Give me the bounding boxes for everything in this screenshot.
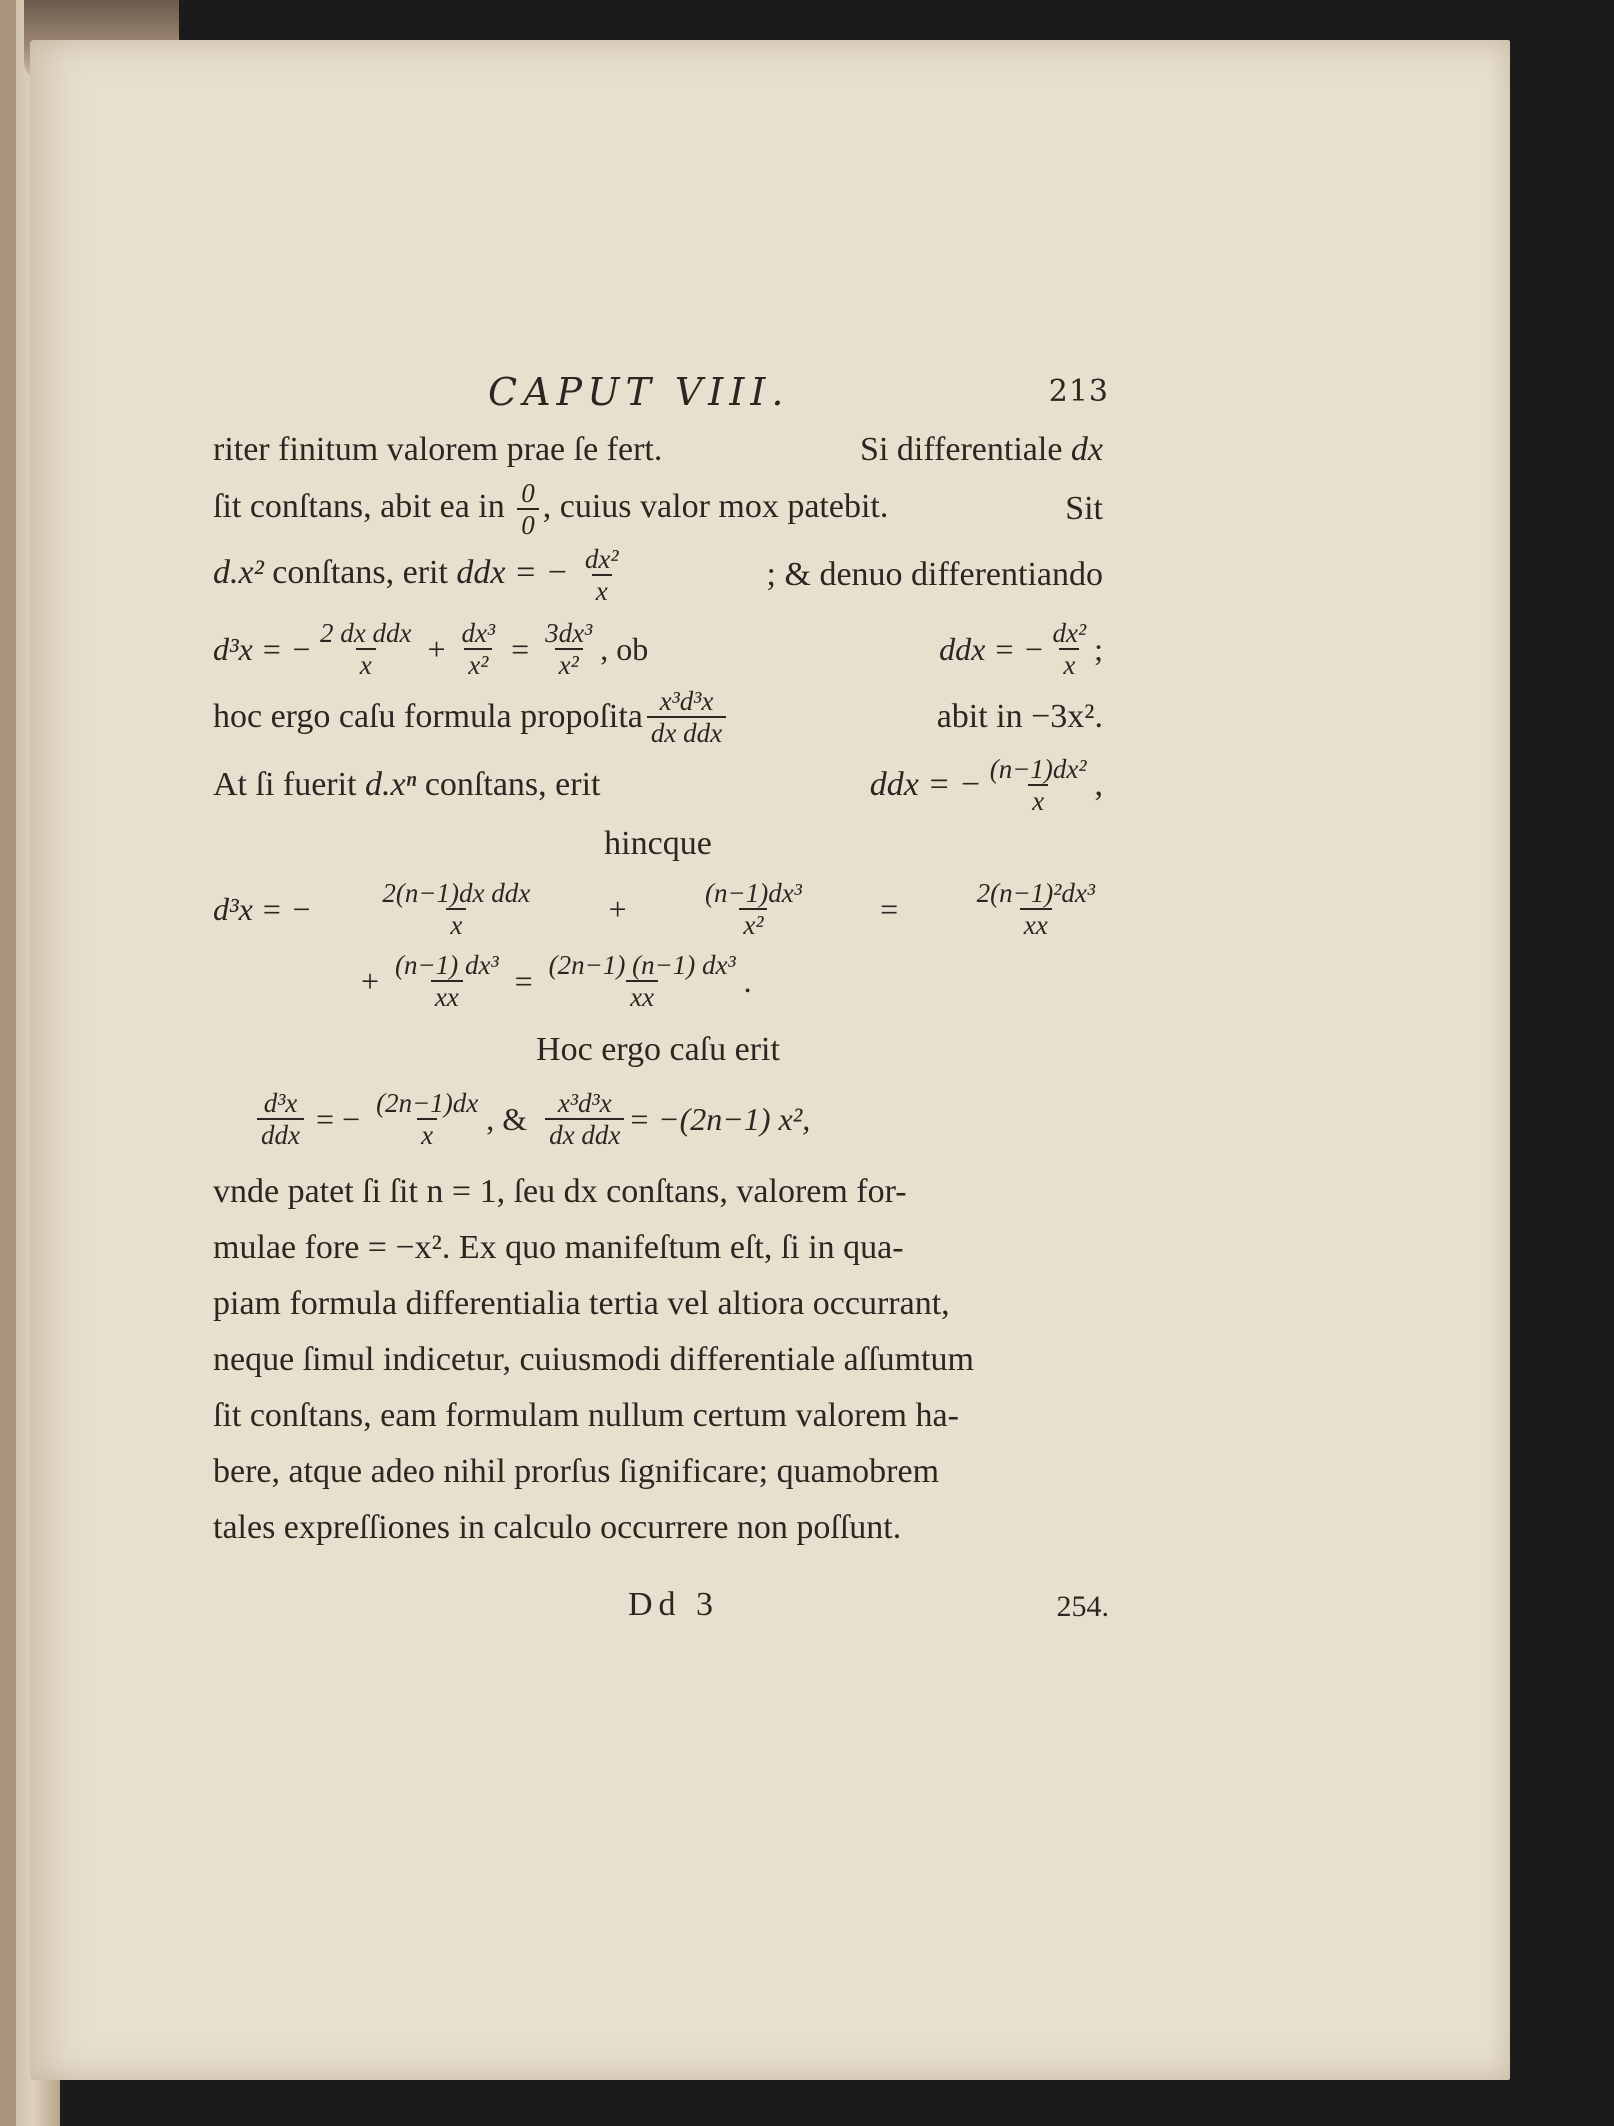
- equation: [870, 754, 1103, 816]
- math-span: d.x²: [213, 553, 264, 591]
- denominator: x: [446, 908, 466, 940]
- denominator: x: [1028, 784, 1048, 816]
- text-line: neque ſimul indicetur, cuiusmodi differentiale aſſumtum: [213, 1341, 974, 1378]
- fraction: [545, 1088, 624, 1150]
- text-line: [213, 544, 1103, 606]
- numerator: (2n−1)dx: [376, 1088, 479, 1118]
- fraction: [372, 1088, 482, 1150]
- text-span: , ob: [600, 630, 649, 667]
- fraction: [581, 544, 623, 606]
- signature-mark: Dd 3: [628, 1586, 720, 1623]
- book-page: [30, 40, 1510, 2080]
- equation-line: [213, 950, 1103, 1012]
- fraction: [545, 950, 740, 1012]
- text-line: [213, 816, 1103, 872]
- numerator: dx³: [461, 618, 496, 648]
- text-span: riter finitum valorem prae ſe fert.: [213, 431, 663, 468]
- text-span: conſtans, erit: [272, 553, 448, 591]
- denominator: x: [1059, 648, 1079, 680]
- operator: = −: [315, 1100, 361, 1137]
- text-span: [213, 757, 600, 813]
- numerator: x³d³x: [659, 686, 714, 716]
- numerator: dx²: [584, 544, 619, 574]
- equation: [939, 618, 1103, 680]
- text-span: ,: [1094, 766, 1103, 803]
- text-line: mulae fore = −x². Ex quo manifeſtum eſt, ſi in qua-: [213, 1229, 904, 1266]
- text-line: bere, atque adeo nihil prorſus ſignificare; quamobrem: [213, 1453, 940, 1490]
- text-span: hincque: [604, 825, 712, 862]
- numerator: (2n−1) (n−1) dx³: [548, 950, 736, 980]
- text-span: Si differentiale: [860, 431, 1063, 468]
- text-span: At ſi fuerit: [213, 766, 357, 803]
- text-span: [213, 686, 730, 748]
- denominator: xx: [1020, 908, 1052, 940]
- numerator: dx²: [1052, 618, 1087, 648]
- denominator: x: [356, 648, 376, 680]
- denominator: x: [417, 1118, 437, 1150]
- text-line: [213, 478, 1103, 540]
- denominator: xx: [626, 980, 658, 1012]
- text-line: piam formula differentialia tertia vel altiora occurrant,: [213, 1285, 950, 1322]
- page-content: [213, 370, 1109, 1646]
- text-span: hoc ergo caſu formula propoſita: [213, 698, 643, 735]
- operator: +: [361, 962, 380, 999]
- operator: +: [427, 630, 446, 667]
- operator: =: [514, 962, 533, 999]
- book-edge: [0, 0, 16, 2126]
- numerator: 2(n−1)dx ddx: [382, 878, 531, 908]
- fraction: [541, 618, 596, 680]
- running-head: CAPUT VIII.: [488, 370, 790, 414]
- text-line: [213, 754, 1103, 816]
- text-span: ; & denuo differentiando: [766, 556, 1103, 593]
- denominator: dx ddx: [545, 1118, 624, 1150]
- text-span: conſtans, erit: [424, 766, 601, 803]
- fraction: [391, 950, 503, 1012]
- equation-line: [213, 1088, 1103, 1150]
- math-span: ddx = −: [939, 630, 1045, 667]
- denominator: dx ddx: [647, 716, 726, 748]
- operator: =: [880, 890, 899, 927]
- text-span: Hoc ergo caſu erit: [536, 1031, 780, 1068]
- text-line: ſit conſtans, eam formulam nullum certum valorem ha-: [213, 1397, 959, 1434]
- page-footer: [213, 1586, 1109, 1646]
- numerator: (n−1)dx³: [705, 878, 802, 908]
- text-span: .: [743, 962, 752, 999]
- numerator: (n−1)dx²: [989, 754, 1087, 784]
- text-span: [213, 478, 888, 540]
- fraction: [316, 618, 415, 680]
- fraction: [701, 878, 806, 940]
- math-span: dx: [1070, 431, 1103, 468]
- numerator: 3dx³: [545, 618, 593, 648]
- denominator: xx: [431, 980, 463, 1012]
- fraction: [986, 754, 1091, 816]
- text-span: , &: [486, 1100, 528, 1137]
- text-span: [213, 544, 627, 606]
- text-line: [213, 1022, 1103, 1078]
- math-span: ddx = −: [869, 766, 982, 803]
- fraction: [458, 618, 500, 680]
- fraction: [973, 878, 1099, 940]
- paragraph: [213, 1164, 1103, 1556]
- numerator: 2(n−1)²dx³: [976, 878, 1095, 908]
- text-line: tales expreſſiones in calculo occurrere non poſſunt.: [213, 1509, 902, 1546]
- denominator: x²: [739, 908, 767, 940]
- math-span: = −(2n−1) x²,: [628, 1100, 811, 1137]
- numerator: 0: [521, 478, 535, 508]
- page-number: 213: [1048, 374, 1109, 409]
- text-span: [860, 422, 1103, 478]
- catchword: 254.: [1056, 1590, 1109, 1623]
- numerator: 2 dx ddx: [319, 618, 412, 648]
- text-span: Sit: [1065, 490, 1103, 527]
- denominator: ddx: [257, 1118, 304, 1150]
- fraction: [647, 686, 726, 748]
- text-line: vnde patet ſi ſit n = 1, ſeu dx conſtans, valorem for-: [213, 1173, 907, 1210]
- running-header: [213, 370, 1109, 422]
- numerator: x³d³x: [557, 1088, 612, 1118]
- text-span: , cuius valor mox patebit.: [542, 487, 889, 525]
- numerator: (n−1) dx³: [395, 950, 499, 980]
- fraction: [517, 478, 539, 540]
- denominator: x²: [464, 648, 492, 680]
- text-span: abit in −3x².: [936, 698, 1103, 735]
- fraction: [1049, 618, 1091, 680]
- text-line: [213, 422, 1103, 478]
- text-span: ;: [1094, 630, 1103, 667]
- fraction: [257, 1088, 304, 1150]
- math-span: ddx = −: [456, 553, 569, 591]
- operator: =: [511, 630, 530, 667]
- operator: +: [608, 890, 627, 927]
- fraction: [378, 878, 534, 940]
- numerator: d³x: [263, 1088, 298, 1118]
- text-span: ſit conſtans, abit ea in: [213, 487, 505, 525]
- equation: [213, 618, 648, 680]
- denominator: x²: [555, 648, 583, 680]
- text-line: [213, 686, 1103, 748]
- denominator: x: [592, 574, 612, 606]
- equation-line: [213, 878, 1103, 940]
- equation-line: [213, 618, 1103, 680]
- math-span: d³x = −: [213, 630, 312, 667]
- math-span: d.xⁿ: [365, 766, 417, 803]
- denominator: 0: [517, 508, 539, 540]
- math-span: d³x = −: [213, 890, 312, 927]
